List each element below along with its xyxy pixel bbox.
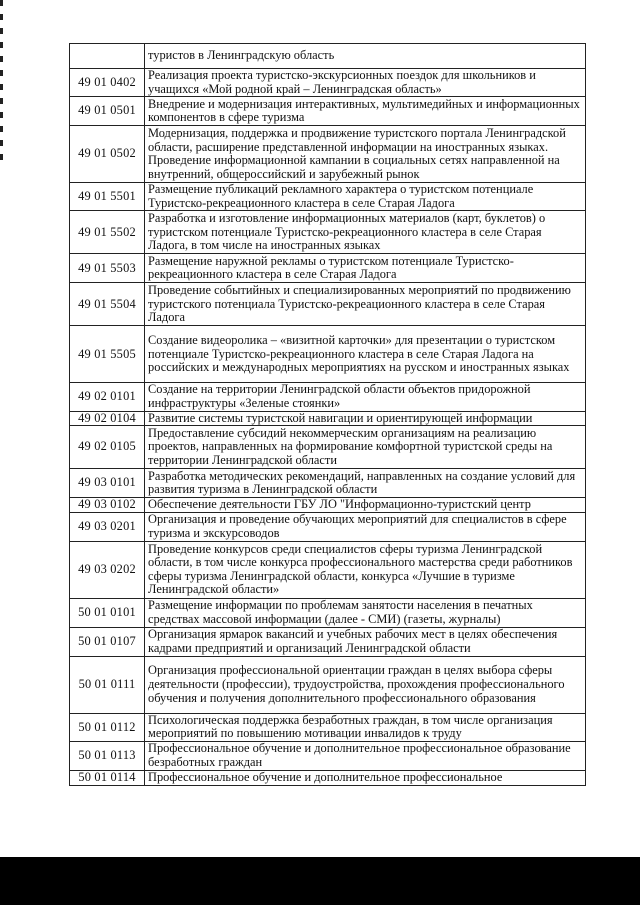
row-code: 49 02 0105: [70, 426, 145, 469]
row-code: 50 01 0114: [70, 770, 145, 785]
table-row: [70, 183, 586, 211]
row-description: Внедрение и модернизация интерактивных, мультимедийных и информационных компонентов в сфере туризма: [145, 97, 586, 126]
row-code: 50 01 0111: [70, 656, 145, 713]
row-code: 49 01 5502: [70, 211, 145, 254]
row-code: 50 01 0107: [70, 627, 145, 656]
table-row: [70, 770, 586, 785]
row-description: Организация ярмарок вакансий и учебных рабочих мест в целях обеспечения кадрами предприятий и организаций Ленинградской области: [145, 627, 586, 656]
row-description: Развитие системы туристской навигации и ориентирующей информации: [145, 411, 586, 426]
scan-bottom-band: [0, 857, 640, 905]
row-code: 50 01 0112: [70, 713, 145, 741]
row-description: Профессиональное обучение и дополнительное профессиональное: [145, 770, 586, 785]
row-code: 49 01 5504: [70, 283, 145, 326]
row-code: 49 02 0104: [70, 411, 145, 426]
row-code: 49 01 5503: [70, 254, 145, 283]
table-row: [70, 627, 586, 656]
row-code: 49 03 0101: [70, 469, 145, 498]
row-description: Размещение наружной рекламы о туристском потенциале Туристско-рекреационного кластера в селе Старая Ладога: [145, 254, 586, 283]
table-row: [70, 283, 586, 326]
budget-code-table: [69, 43, 586, 786]
row-description: Разработка и изготовление информационных материалов (карт, буклетов) о туристском потенциале Туристско-рекреационного кластера в селе Старая Ладога, в том числе на иностранных языках: [145, 211, 586, 254]
table-row: [70, 598, 586, 627]
row-description: Модернизация, поддержка и продвижение туристского портала Ленинградской области, расширение представленной информации на иностранных языках. Проведение информационной кампании в социальных сетях направленной на внутренний, общероссийский и зарубежный рынок: [145, 126, 586, 183]
row-description: Реализация проекта туристско-экскурсионных поездок для школьников и учащихся «Мой родной край – Ленинградская область»: [145, 69, 586, 97]
table-row: [70, 254, 586, 283]
table-row: [70, 713, 586, 741]
row-code: 50 01 0101: [70, 598, 145, 627]
row-code: 49 01 0501: [70, 97, 145, 126]
table-row: [70, 44, 586, 69]
table-row: [70, 326, 586, 383]
row-description: Создание видеоролика – «визитной карточки» для презентации о туристском потенциале Туристско-рекреационного кластера в селе Старая Ладога на российских и международных мероприятиях на русском и иностранных языках: [145, 326, 586, 383]
row-description: Создание на территории Ленинградской области объектов придорожной инфраструктуры «Зеленые стоянки»: [145, 383, 586, 411]
row-code: 49 01 5501: [70, 183, 145, 211]
table-row: [70, 126, 586, 183]
table-row: [70, 97, 586, 126]
table-row: [70, 383, 586, 411]
row-code: 49 03 0202: [70, 541, 145, 598]
table-row: [70, 741, 586, 770]
row-code: 50 01 0113: [70, 741, 145, 770]
table-row: [70, 426, 586, 469]
row-description: Организация и проведение обучающих мероприятий для специалистов в сфере туризма и экскурсоводов: [145, 512, 586, 541]
row-description: Разработка методических рекомендаций, направленных на создание условий для развития туризма в Ленинградской области: [145, 469, 586, 498]
row-description: Профессиональное обучение и дополнительное профессиональное образование безработных граждан: [145, 741, 586, 770]
scan-edge-mark: [0, 0, 3, 160]
table-row: [70, 211, 586, 254]
table-row: [70, 656, 586, 713]
row-description: Обеспечение деятельности ГБУ ЛО "Информационно-туристский центр: [145, 498, 586, 513]
table-row: [70, 69, 586, 97]
table-row: [70, 541, 586, 598]
row-description: Психологическая поддержка безработных граждан, в том числе организация мероприятий по повышению мотивации инвалидов к труду: [145, 713, 586, 741]
row-description: Предоставление субсидий некоммерческим организациям на реализацию проектов, направленных на формирование комфортной туристской среды на территории Ленинградской области: [145, 426, 586, 469]
table-row: [70, 411, 586, 426]
row-code: 49 02 0101: [70, 383, 145, 411]
row-description: Размещение информации по проблемам занятости населения в печатных средствах массовой информации (далее - СМИ) (газеты, журналы): [145, 598, 586, 627]
row-code: 49 03 0201: [70, 512, 145, 541]
row-description: Размещение публикаций рекламного характера о туристском потенциале Туристско-рекреационного кластера в селе Старая Ладога: [145, 183, 586, 211]
row-code: 49 03 0102: [70, 498, 145, 513]
row-description: Проведение конкурсов среди специалистов сферы туризма Ленинградской области, в том числе конкурса профессионального мастерства среди работников сферы туризма Ленинградской области, конкурса «Лучшие в туризме Ленинградской области»: [145, 541, 586, 598]
table-row: [70, 512, 586, 541]
row-code: [70, 44, 145, 69]
table-row: [70, 498, 586, 513]
row-description: туристов в Ленинградскую область: [145, 44, 586, 69]
row-code: 49 01 0402: [70, 69, 145, 97]
row-code: 49 01 0502: [70, 126, 145, 183]
row-description: Организация профессиональной ориентации граждан в целях выбора сферы деятельности (профессии), трудоустройства, прохождения профессионального обучения и получения дополнительного профессионального образования: [145, 656, 586, 713]
table-row: [70, 469, 586, 498]
row-code: 49 01 5505: [70, 326, 145, 383]
row-description: Проведение событийных и специализированных мероприятий по продвижению туристского потенциала Туристско-рекреационного кластера в селе Старая Ладога: [145, 283, 586, 326]
